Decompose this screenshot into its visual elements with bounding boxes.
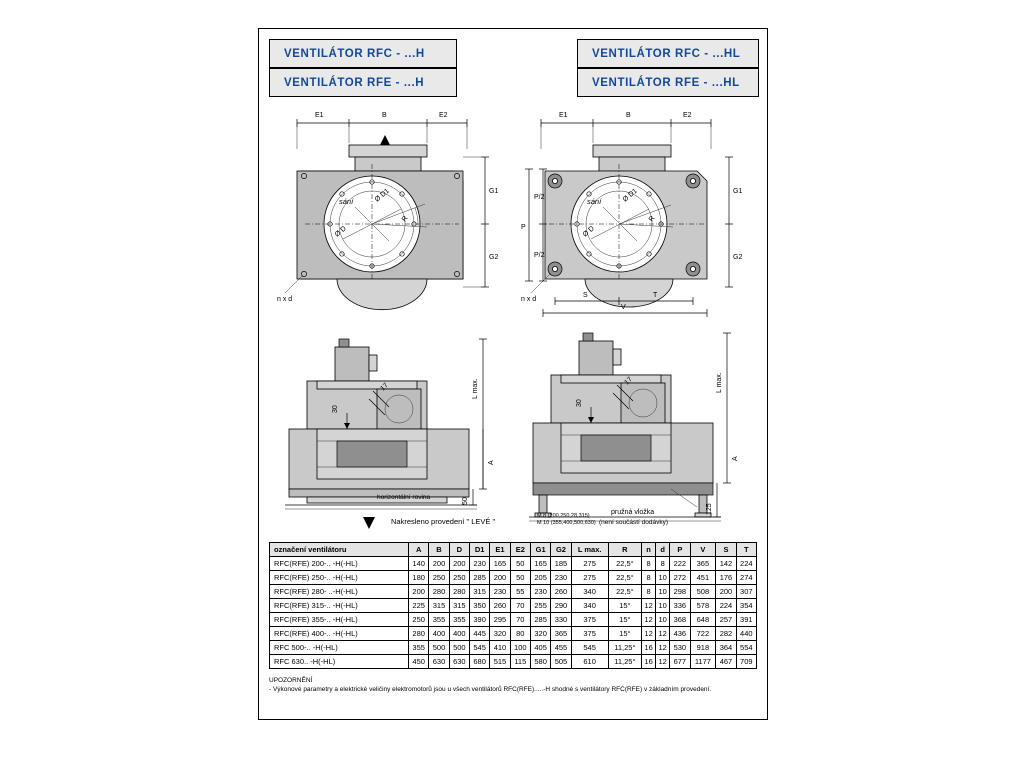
row-0-c14: 142 xyxy=(716,557,736,571)
row-1-c4: 200 xyxy=(490,571,510,585)
row-2-c8: 340 xyxy=(571,585,608,599)
row-5-c2: 400 xyxy=(449,627,469,641)
dim-50-label: 50 xyxy=(462,497,469,505)
row-4-c10: 12 xyxy=(642,613,656,627)
dim-30-label-hl: 30 xyxy=(576,399,583,407)
inlet-label-hl: sání xyxy=(587,197,602,206)
row-4-c2: 355 xyxy=(449,613,469,627)
row-2-c9: 22,5° xyxy=(608,585,641,599)
row-2-c12: 298 xyxy=(670,585,690,599)
col-header-6: E2 xyxy=(510,543,530,557)
row-3-c3: 350 xyxy=(469,599,489,613)
row-4-c15: 391 xyxy=(736,613,756,627)
drawing-side-view-hl xyxy=(521,329,753,529)
dim-d1-label-hl: Ø D1 xyxy=(621,187,639,204)
row-3-c0: 225 xyxy=(409,599,429,613)
row-0-c0: 140 xyxy=(409,557,429,571)
row-2-c13: 508 xyxy=(690,585,716,599)
row-1-c10: 8 xyxy=(642,571,656,585)
row-1-c2: 250 xyxy=(449,571,469,585)
row-2-c6: 230 xyxy=(530,585,550,599)
drawing-plan-view-h xyxy=(277,109,507,319)
row-2-c1: 280 xyxy=(429,585,449,599)
row-4-name: RFC(RFE) 355-.. -H(-HL) xyxy=(270,613,409,627)
title-box-rfe-hl xyxy=(577,68,759,97)
table-row xyxy=(270,641,757,655)
col-header-4: D1 xyxy=(469,543,489,557)
row-5-c4: 320 xyxy=(490,627,510,641)
col-header-15: S xyxy=(716,543,736,557)
row-7-c3: 680 xyxy=(469,655,489,669)
row-5-c13: 722 xyxy=(690,627,716,641)
col-header-16: T xyxy=(736,543,756,557)
row-4-c0: 250 xyxy=(409,613,429,627)
row-7-c1: 630 xyxy=(429,655,449,669)
table-header-row xyxy=(270,543,757,557)
row-3-c14: 224 xyxy=(716,599,736,613)
table-row xyxy=(270,557,757,571)
row-0-c3: 230 xyxy=(469,557,489,571)
row-2-c0: 200 xyxy=(409,585,429,599)
row-4-c8: 375 xyxy=(571,613,608,627)
row-1-c6: 205 xyxy=(530,571,550,585)
dim-p-label: P xyxy=(521,224,526,231)
specification-table xyxy=(269,542,757,669)
col-header-13: P xyxy=(670,543,690,557)
col-header-5: E1 xyxy=(490,543,510,557)
title-box-rfe-h xyxy=(269,68,457,97)
dim-nxd-label: n x d xyxy=(277,296,293,303)
airflow-arrow-bottom xyxy=(363,517,375,529)
dim-a-label: A xyxy=(488,460,495,465)
row-4-c3: 390 xyxy=(469,613,489,627)
row-0-c10: 8 xyxy=(642,557,656,571)
row-7-c9: 11,25° xyxy=(608,655,641,669)
note-left-execution: Nakresleno provedení " LEVÉ " xyxy=(391,517,496,526)
row-0-c13: 365 xyxy=(690,557,716,571)
title-box-rfc-hl xyxy=(577,39,759,68)
row-2-c7: 260 xyxy=(551,585,571,599)
col-header-12: d xyxy=(656,543,670,557)
dim-b-label: B xyxy=(382,112,387,119)
row-7-c13: 1177 xyxy=(690,655,716,669)
row-5-c5: 80 xyxy=(510,627,530,641)
row-6-c9: 11,25° xyxy=(608,641,641,655)
row-6-c4: 410 xyxy=(490,641,510,655)
row-1-c15: 274 xyxy=(736,571,756,585)
row-4-c9: 15° xyxy=(608,613,641,627)
row-5-c7: 365 xyxy=(551,627,571,641)
row-0-c5: 50 xyxy=(510,557,530,571)
col-header-11: n xyxy=(642,543,656,557)
row-6-c5: 100 xyxy=(510,641,530,655)
row-1-c1: 250 xyxy=(429,571,449,585)
row-4-c13: 648 xyxy=(690,613,716,627)
row-0-c1: 200 xyxy=(429,557,449,571)
row-7-c4: 515 xyxy=(490,655,510,669)
row-4-c5: 70 xyxy=(510,613,530,627)
dim-a-label-hl: A xyxy=(732,456,739,461)
row-1-c14: 176 xyxy=(716,571,736,585)
table-row xyxy=(270,585,757,599)
row-3-c6: 255 xyxy=(530,599,550,613)
warning-block xyxy=(269,677,757,693)
row-5-c11: 12 xyxy=(656,627,670,641)
dim-e2-label: E2 xyxy=(439,112,448,119)
title-box-rfc-h xyxy=(269,39,457,68)
title-rfe-h: VENTILÁTOR RFE - ...H xyxy=(284,76,425,89)
warning-text: - Výkonové parametry a elektrické veličiny elektromotorů jsou u všech ventilátorů RFC(RFE).....-H shodné s ventilátory RFC(RFE) v základním provedení. xyxy=(269,686,712,693)
row-7-c6: 580 xyxy=(530,655,550,669)
row-6-c1: 500 xyxy=(429,641,449,655)
inlet-label: sání xyxy=(339,197,354,206)
dim-lmax-label: L max. xyxy=(472,378,479,399)
row-7-name: RFC 630.. -H(-HL) xyxy=(270,655,409,669)
table-row xyxy=(270,613,757,627)
row-5-c9: 15° xyxy=(608,627,641,641)
row-6-name: RFC 500-.. -H(-HL) xyxy=(270,641,409,655)
row-0-c11: 8 xyxy=(656,557,670,571)
row-7-c11: 12 xyxy=(656,655,670,669)
row-1-c7: 230 xyxy=(551,571,571,585)
note-horizontal-plane: horizontální rovina xyxy=(377,494,431,501)
row-2-c5: 55 xyxy=(510,585,530,599)
dim-s-label: S xyxy=(583,292,588,299)
row-6-c12: 530 xyxy=(670,641,690,655)
title-rfe-hl: VENTILÁTOR RFE - ...HL xyxy=(592,76,740,89)
dim-d-label: Ø D xyxy=(333,225,348,239)
row-0-c9: 22,5° xyxy=(608,557,641,571)
dim-g1-label: G1 xyxy=(489,188,499,195)
dim-g2-label: G2 xyxy=(489,254,499,261)
drawing-frame xyxy=(258,28,768,720)
row-7-c0: 450 xyxy=(409,655,429,669)
table-row xyxy=(270,599,757,613)
col-header-0: označení ventilátoru xyxy=(270,543,409,557)
col-header-10: R xyxy=(608,543,641,557)
row-6-c10: 16 xyxy=(642,641,656,655)
row-6-c2: 500 xyxy=(449,641,469,655)
row-4-c14: 257 xyxy=(716,613,736,627)
dim-d-label-hl: Ø D xyxy=(581,225,596,239)
row-4-c4: 295 xyxy=(490,613,510,627)
row-4-c12: 368 xyxy=(670,613,690,627)
row-2-name: RFC(RFE) 280- ..-H(-HL) xyxy=(270,585,409,599)
row-4-c7: 330 xyxy=(551,613,571,627)
row-3-c2: 315 xyxy=(449,599,469,613)
dim-t-label: T xyxy=(653,292,658,299)
row-0-c6: 165 xyxy=(530,557,550,571)
row-3-c1: 315 xyxy=(429,599,449,613)
drawing-plan-view-hl xyxy=(521,109,753,319)
row-6-c8: 545 xyxy=(571,641,608,655)
dim-17-label-hl: 17 xyxy=(623,375,634,387)
row-7-c15: 709 xyxy=(736,655,756,669)
row-6-c3: 545 xyxy=(469,641,489,655)
col-header-8: G2 xyxy=(551,543,571,557)
row-6-c0: 355 xyxy=(409,641,429,655)
dim-b-label-hl: B xyxy=(626,112,631,119)
row-7-c8: 610 xyxy=(571,655,608,669)
row-4-c6: 285 xyxy=(530,613,550,627)
row-2-c14: 200 xyxy=(716,585,736,599)
row-5-c12: 436 xyxy=(670,627,690,641)
row-5-c14: 282 xyxy=(716,627,736,641)
dim-e1-label-hl: E1 xyxy=(559,112,568,119)
row-1-c12: 272 xyxy=(670,571,690,585)
row-6-c14: 364 xyxy=(716,641,736,655)
row-3-c11: 10 xyxy=(656,599,670,613)
row-6-c15: 554 xyxy=(736,641,756,655)
note-bolt-m8: M 8 (200,250,28,315) xyxy=(537,513,590,519)
dim-g1-label-hl: G1 xyxy=(733,188,743,195)
row-5-c6: 320 xyxy=(530,627,550,641)
row-2-c4: 230 xyxy=(490,585,510,599)
row-0-c2: 200 xyxy=(449,557,469,571)
col-header-14: V xyxy=(690,543,716,557)
col-header-3: D xyxy=(449,543,469,557)
row-6-c13: 918 xyxy=(690,641,716,655)
row-3-c7: 290 xyxy=(551,599,571,613)
row-5-c8: 375 xyxy=(571,627,608,641)
note-flexible-sleeve: pružná vložka xyxy=(611,509,655,516)
title-rfc-hl: VENTILÁTOR RFC - ...HL xyxy=(592,47,741,60)
row-2-c11: 10 xyxy=(656,585,670,599)
row-7-c10: 16 xyxy=(642,655,656,669)
title-rfc-h: VENTILÁTOR RFC - ...H xyxy=(284,47,425,60)
row-5-c0: 280 xyxy=(409,627,429,641)
row-3-c5: 70 xyxy=(510,599,530,613)
row-0-name: RFC(RFE) 200-.. -H(-HL) xyxy=(270,557,409,571)
row-3-c15: 354 xyxy=(736,599,756,613)
row-7-c5: 115 xyxy=(510,655,530,669)
row-2-c15: 307 xyxy=(736,585,756,599)
row-2-c2: 280 xyxy=(449,585,469,599)
col-header-2: B xyxy=(429,543,449,557)
dim-v-label: V xyxy=(621,304,626,311)
dim-r-label-hl: R xyxy=(647,214,657,224)
row-6-c6: 405 xyxy=(530,641,550,655)
note-flexible-sleeve-sub: (není součástí dodávky) xyxy=(599,519,669,526)
row-2-c3: 315 xyxy=(469,585,489,599)
warning-title: UPOZORNĚNÍ xyxy=(269,677,313,684)
row-3-c12: 336 xyxy=(670,599,690,613)
row-0-c15: 224 xyxy=(736,557,756,571)
row-2-c10: 8 xyxy=(642,585,656,599)
row-3-c13: 578 xyxy=(690,599,716,613)
row-1-c9: 22,5° xyxy=(608,571,641,585)
row-3-name: RFC(RFE) 315-.. -H(-HL) xyxy=(270,599,409,613)
row-1-name: RFC(RFE) 250-.. -H(-HL) xyxy=(270,571,409,585)
row-7-c7: 505 xyxy=(551,655,571,669)
dim-d1-label: Ø D1 xyxy=(373,187,391,204)
dim-e1-label: E1 xyxy=(315,112,324,119)
row-0-c4: 165 xyxy=(490,557,510,571)
row-6-c11: 12 xyxy=(656,641,670,655)
col-header-9: L max. xyxy=(571,543,608,557)
dim-p2-top-label: P/2 xyxy=(534,194,545,201)
dim-e2-label-hl: E2 xyxy=(683,112,692,119)
dim-125-label: 125 xyxy=(706,503,713,515)
row-3-c8: 340 xyxy=(571,599,608,613)
row-6-c7: 455 xyxy=(551,641,571,655)
row-1-c11: 10 xyxy=(656,571,670,585)
row-7-c2: 630 xyxy=(449,655,469,669)
row-1-c0: 180 xyxy=(409,571,429,585)
row-5-c10: 12 xyxy=(642,627,656,641)
dim-17-label: 17 xyxy=(379,381,390,393)
table-row xyxy=(270,627,757,641)
table-row xyxy=(270,655,757,669)
dim-p2-bottom-label: P/2 xyxy=(534,252,545,259)
row-0-c8: 275 xyxy=(571,557,608,571)
row-3-c4: 260 xyxy=(490,599,510,613)
row-5-c1: 400 xyxy=(429,627,449,641)
row-0-c12: 222 xyxy=(670,557,690,571)
table-row xyxy=(270,571,757,585)
row-1-c13: 451 xyxy=(690,571,716,585)
row-5-c15: 440 xyxy=(736,627,756,641)
row-7-c14: 467 xyxy=(716,655,736,669)
dim-30-label: 30 xyxy=(332,405,339,413)
col-header-7: G1 xyxy=(530,543,550,557)
col-header-1: A xyxy=(409,543,429,557)
row-1-c5: 50 xyxy=(510,571,530,585)
dim-g2-label-hl: G2 xyxy=(733,254,743,261)
row-1-c3: 285 xyxy=(469,571,489,585)
row-1-c8: 275 xyxy=(571,571,608,585)
row-5-name: RFC(RFE) 400-.. -H(-HL) xyxy=(270,627,409,641)
dim-nxd-label-hl: n x d xyxy=(521,296,537,303)
dim-r-label: R xyxy=(400,214,410,224)
dim-lmax-label-hl: L max. xyxy=(716,372,723,393)
row-4-c11: 10 xyxy=(656,613,670,627)
note-bolt-m10: M 10 (355,400,500,630) xyxy=(537,520,596,526)
row-5-c3: 445 xyxy=(469,627,489,641)
row-0-c7: 185 xyxy=(551,557,571,571)
row-3-c9: 15° xyxy=(608,599,641,613)
row-3-c10: 12 xyxy=(642,599,656,613)
row-7-c12: 677 xyxy=(670,655,690,669)
row-4-c1: 355 xyxy=(429,613,449,627)
